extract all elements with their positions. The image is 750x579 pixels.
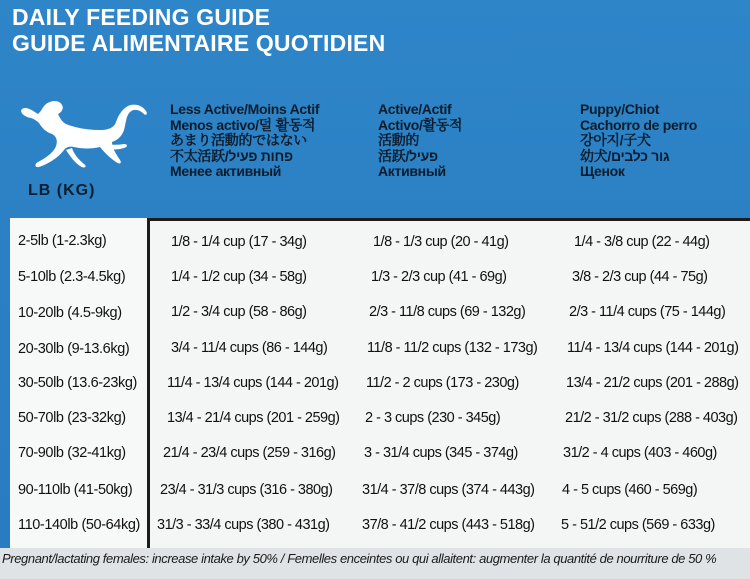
weight-label: 110-140lb (50-64kg): [18, 517, 140, 533]
puppy-cell: 31/2 - 4 cups (403 - 460g): [563, 445, 717, 461]
column-header-line: 活跃/פעיל: [378, 147, 438, 164]
less-active-cell: 13/4 - 21/4 cups (201 - 259g): [167, 410, 340, 426]
column-header-line: Активный: [378, 163, 446, 180]
weight-label: 90-110lb (41-50kg): [18, 482, 133, 498]
weight-label: 70-90lb (32-41kg): [18, 445, 126, 461]
active-cell: 1/3 - 2/3 cup (41 - 69g): [371, 269, 507, 285]
puppy-cell: 21/2 - 31/2 cups (288 - 403g): [565, 410, 738, 426]
weight-label: 10-20lb (4.5-9kg): [18, 305, 122, 321]
puppy-cell: 3/8 - 2/3 cup (44 - 75g): [572, 269, 708, 285]
active-cell: 3 - 31/4 cups (345 - 374g): [364, 445, 518, 461]
less-active-cell: 21/4 - 23/4 cups (259 - 316g): [163, 445, 336, 461]
weight-label: 30-50lb (13.6-23kg): [18, 375, 137, 391]
less-active-cell: 3/4 - 11/4 cups (86 - 144g): [171, 340, 328, 356]
column-header-line: 幼犬/גור כלבים: [580, 147, 670, 164]
less-active-cell: 31/3 - 33/4 cups (380 - 431g): [157, 517, 330, 533]
weight-label: 50-70lb (23-32kg): [18, 410, 126, 426]
title-english: DAILY FEEDING GUIDE: [12, 4, 271, 30]
unit-label: LB (KG): [28, 182, 96, 199]
active-cell: 31/4 - 37/8 cups (374 - 443g): [362, 482, 535, 498]
active-cell: 11/2 - 2 cups (173 - 230g): [366, 375, 519, 391]
puppy-cell: 13/4 - 21/2 cups (201 - 288g): [566, 375, 739, 391]
footnote: Pregnant/lactating females: increase intake by 50% / Femelles enceintes ou qui allaitent: augmenter la quantité de nourriture de 50 %: [2, 551, 717, 566]
column-header-line: あまり活動的ではない: [170, 132, 307, 149]
puppy-cell: 5 - 51/2 cups (569 - 633g): [561, 517, 715, 533]
column-header-line: Activo/활동적: [378, 116, 463, 133]
weight-label: 20-30lb (9-13.6kg): [18, 341, 130, 357]
puppy-cell: 1/4 - 3/8 cup (22 - 44g): [574, 234, 710, 250]
column-header-line: Щенок: [580, 163, 625, 180]
less-active-cell: 11/4 - 13/4 cups (144 - 201g): [167, 375, 339, 391]
column-header-active: [378, 102, 462, 180]
active-cell: 37/8 - 41/2 cups (443 - 518g): [362, 517, 535, 533]
puppy-cell: 4 - 5 cups (460 - 569g): [562, 482, 698, 498]
page-title: [12, 4, 385, 56]
column-header-line: 강아지/子犬: [580, 132, 651, 149]
active-cell: 11/8 - 11/2 cups (132 - 173g): [367, 340, 538, 356]
column-header-line: Menos activo/덜 활동적: [170, 116, 316, 133]
column-header-less-active: [170, 102, 319, 180]
column-header-line: 活動的: [378, 132, 420, 149]
column-header-puppy: [580, 102, 697, 180]
weight-label: 2-5lb (1-2.3kg): [18, 233, 107, 249]
column-header-line: Active/Actif: [378, 101, 452, 117]
column-header-line: Less Active/Moins Actif: [170, 101, 320, 117]
less-active-cell: 1/8 - 1/4 cup (17 - 34g): [171, 234, 307, 250]
weight-label: 5-10lb (2.3-4.5kg): [18, 269, 126, 285]
active-cell: 2/3 - 11/8 cups (69 - 132g): [369, 304, 526, 320]
running-dog-icon: [18, 92, 150, 178]
column-header-line: Cachorro de perro: [580, 116, 698, 133]
active-cell: 1/8 - 1/3 cup (20 - 41g): [373, 234, 509, 250]
column-header-line: 不太活跃/פחות פעיל: [170, 147, 293, 164]
less-active-cell: 1/4 - 1/2 cup (34 - 58g): [171, 269, 307, 285]
puppy-cell: 2/3 - 11/4 cups (75 - 144g): [569, 304, 726, 320]
less-active-cell: 1/2 - 3/4 cup (58 - 86g): [171, 304, 307, 320]
column-header-line: Менее активный: [170, 163, 282, 180]
active-cell: 2 - 3 cups (230 - 345g): [365, 410, 501, 426]
puppy-cell: 11/4 - 13/4 cups (144 - 201g): [567, 340, 739, 356]
column-header-line: Puppy/Chiot: [580, 101, 660, 117]
less-active-cell: 23/4 - 31/3 cups (316 - 380g): [160, 482, 333, 498]
title-french: GUIDE ALIMENTAIRE QUOTIDIEN: [12, 30, 386, 56]
